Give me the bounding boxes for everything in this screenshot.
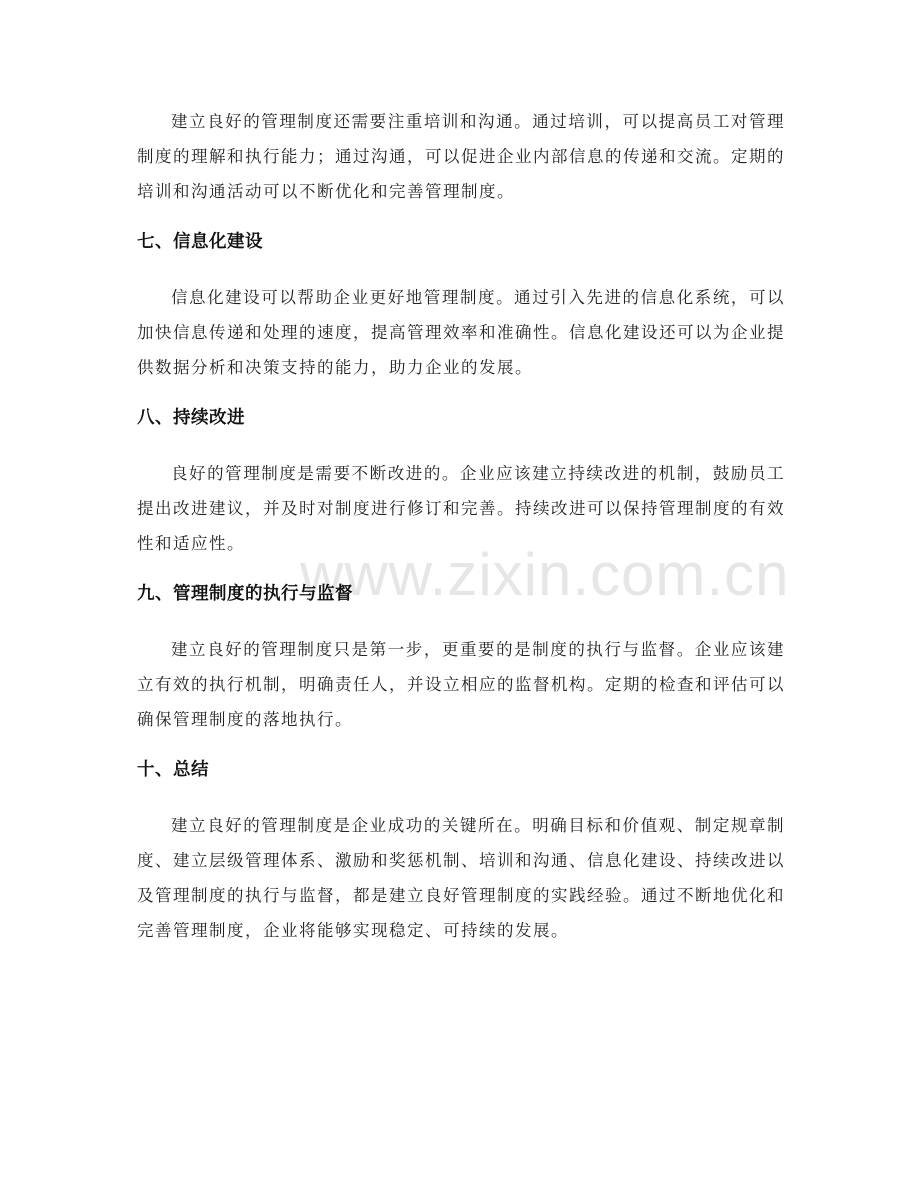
heading-summary: 十、总结 — [137, 760, 209, 780]
paragraph-training-communication: 建立良好的管理制度还需要注重培训和沟通。通过培训，可以提高员工对管理制度的理解和执行能力；通过沟通，可以促进企业内部信息的传递和交流。定期的培训和沟通活动可以不断优化和完善管理制度。 — [137, 112, 785, 201]
heading-execution-supervision: 九、管理制度的执行与监督 — [137, 584, 353, 604]
paragraph-informatization: 信息化建设可以帮助企业更好地管理制度。通过引入先进的信息化系统，可以加快信息传递和处理的速度，提高管理效率和准确性。信息化建设还可以为企业提供数据分析和决策支持的能力，助力企业的发展。 — [137, 288, 785, 377]
paragraph-continuous-improvement: 良好的管理制度是需要不断改进的。企业应该建立持续改进的机制，鼓励员工提出改进建议，并及时对制度进行修订和完善。持续改进可以保持管理制度的有效性和适应性。 — [137, 464, 785, 553]
paragraph-execution-supervision: 建立良好的管理制度只是第一步，更重要的是制度的执行与监督。企业应该建立有效的执行机制，明确责任人，并设立相应的监督机构。定期的检查和评估可以确保管理制度的落地执行。 — [137, 640, 785, 729]
watermark: www.zixin.com.cn — [300, 541, 790, 608]
heading-informatization: 七、信息化建设 — [137, 232, 263, 252]
paragraph-summary: 建立良好的管理制度是企业成功的关键所在。明确目标和价值观、制定规章制度、建立层级管理体系、激励和奖惩机制、培训和沟通、信息化建设、持续改进以及管理制度的执行与监督，都是建立良好管理制度的实践经验。通过不断地优化和完善管理制度，企业将能够实现稳定、可持续的发展。 — [137, 816, 785, 940]
heading-continuous-improvement: 八、持续改进 — [137, 408, 245, 428]
document-body — [137, 104, 785, 948]
